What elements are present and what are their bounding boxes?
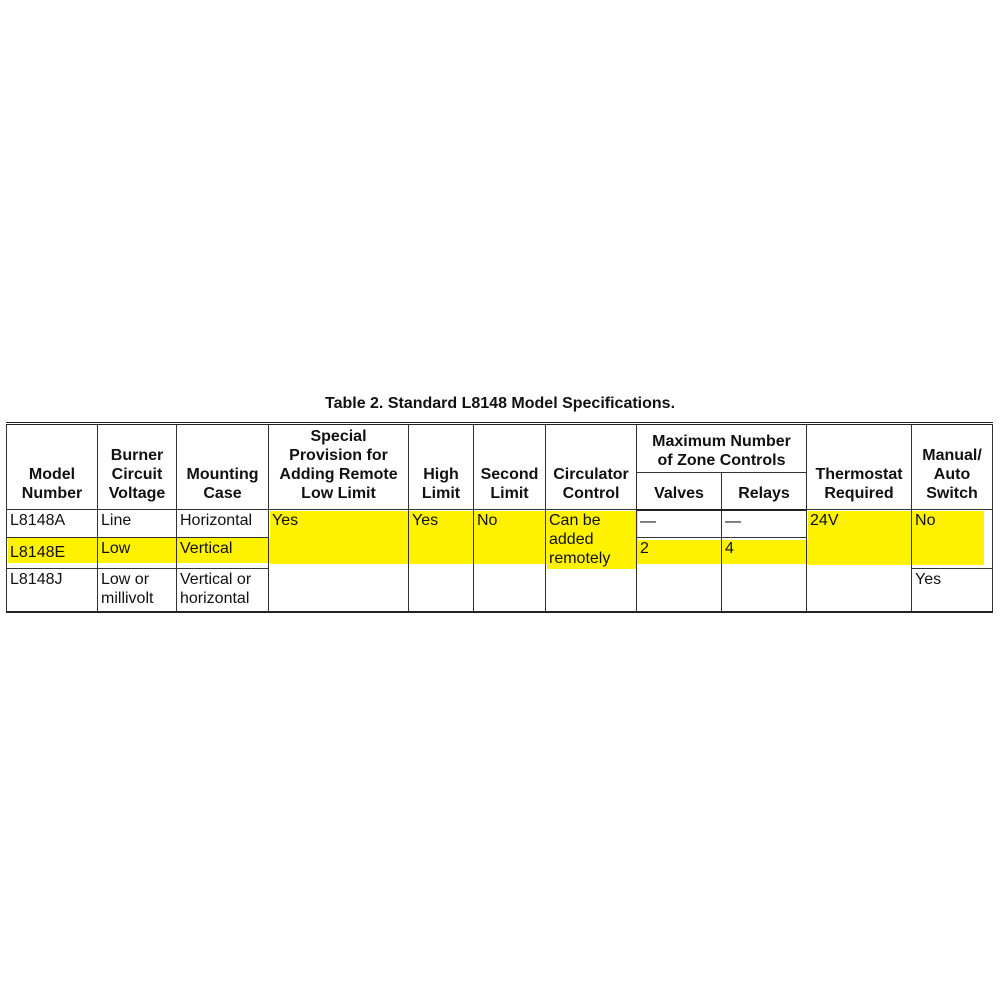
header-high-limit: High Limit <box>409 424 474 510</box>
header-relays: Relays <box>722 472 807 510</box>
cell-burner: Line <box>98 510 177 538</box>
cell-burner: Low <box>98 537 177 568</box>
header-burner-circuit-voltage: Burner Circuit Voltage <box>98 424 177 510</box>
header-second-limit: Second Limit <box>474 424 546 510</box>
cell-model: L8148A <box>7 510 98 538</box>
cell-relays: — <box>722 510 807 538</box>
cell-mounting: Vertical or horizontal <box>177 568 269 612</box>
cell-manual: Yes <box>912 568 993 612</box>
cell-manual: No <box>912 510 993 569</box>
header-circulator-control: Circulator Control <box>546 424 637 510</box>
header-model-number: Model Number <box>7 424 98 510</box>
cell-mounting: Vertical <box>177 537 269 568</box>
cell-mounting: Horizontal <box>177 510 269 538</box>
cell-relays: 4 <box>722 537 807 612</box>
cell-thermostat: 24V <box>807 510 912 612</box>
header-manual-auto-switch: Manual/ Auto Switch <box>912 424 993 510</box>
cell-model: L8148E <box>7 537 98 568</box>
header-thermostat-required: Thermostat Required <box>807 424 912 510</box>
cell-valves: — <box>637 510 722 538</box>
cell-model: L8148J <box>7 568 98 612</box>
cell-circulator: Can be added remotely <box>546 510 637 612</box>
cell-high-limit: Yes <box>409 510 474 612</box>
cell-valves: 2 <box>637 537 722 612</box>
cell-burner: Low or millivolt <box>98 568 177 612</box>
header-mounting-case: Mounting Case <box>177 424 269 510</box>
spec-table-container <box>6 422 992 613</box>
header-zone-controls: Maximum Number of Zone Controls <box>637 424 807 473</box>
cell-second-limit: No <box>474 510 546 612</box>
spec-table <box>6 422 993 613</box>
table-caption: Table 2. Standard L8148 Model Specifications. <box>324 395 676 412</box>
table-row <box>7 510 993 538</box>
header-valves: Valves <box>637 472 722 510</box>
header-special-provision: Special Provision for Adding Remote Low Limit <box>269 424 409 510</box>
cell-special: Yes <box>269 510 409 612</box>
